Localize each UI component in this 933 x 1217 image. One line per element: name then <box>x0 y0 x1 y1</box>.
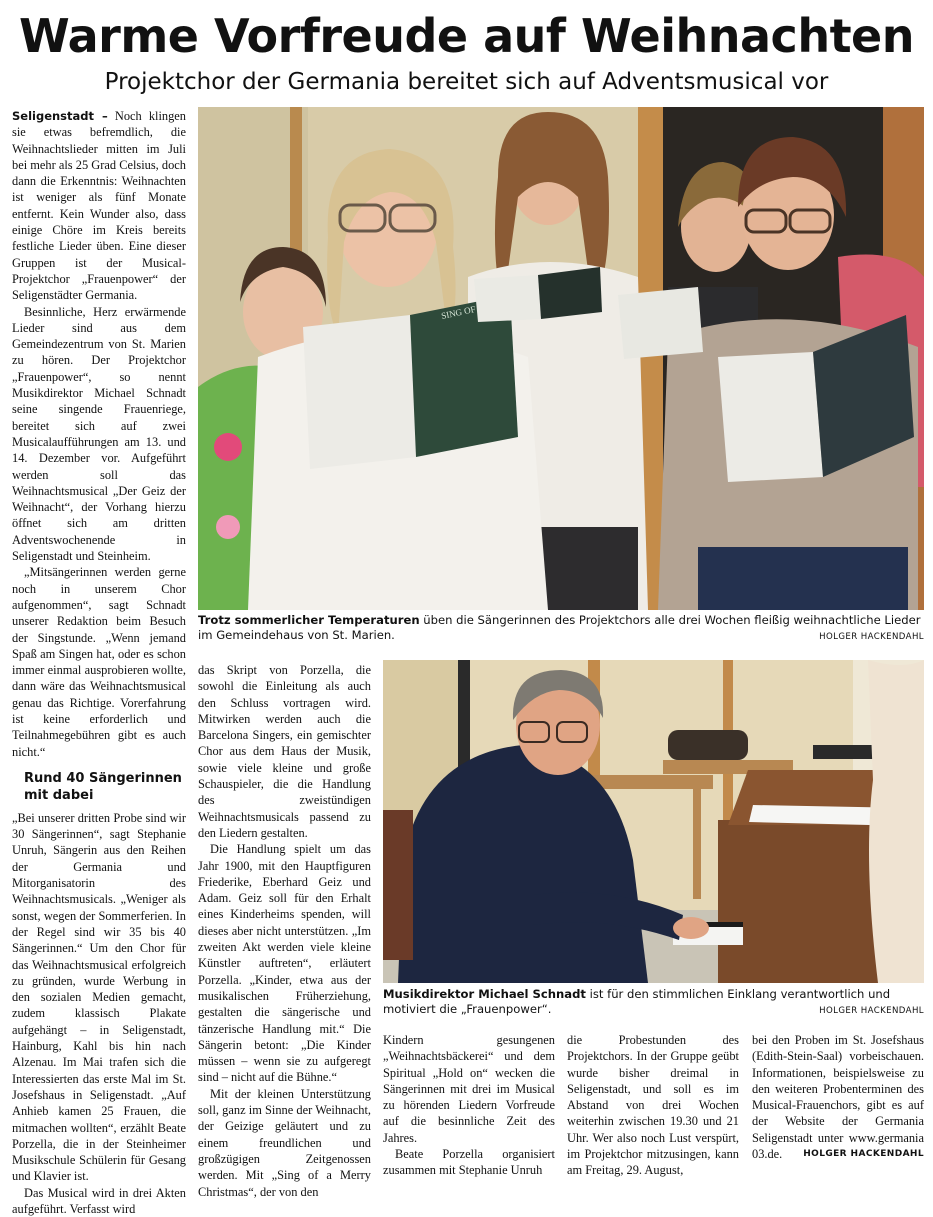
svg-text:SING OF A MERRY CHRISTMAS: SING OF <box>440 303 477 321</box>
paragraph <box>752 1032 924 1162</box>
choir-photo-image <box>198 107 924 610</box>
dateline: Seligenstadt – <box>12 109 108 123</box>
paragraph: „Bei unserer dritten Probe sind wir 30 Sängerinnen“, sagt Stephanie Unruh, Sängerin aus den Reihen der Germania und Mitorganisatorin des Weihnachtsmusicals. „Weniger als sonst, wegen der Sommerferien. In der Regel sind wir 35 bis 40 Sängerinnen.“ Um den Chor für das Weihnachtsmusical erfolgreich zu gründen, wurde Werbung in den sozialen Medien gemacht, zudem klassisch Plakate aufgehängt – in Seligenstadt, Hainburg, Kahl bis hin nach Alzenau. Im Mai trafen sich die Interessierten das erste Mal im St. Josefshaus in Seligenstadt. „Auf Anhieb kamen 25 Frauen, die mitmachen wollten“, erzählt Beate Porzella, die in der Steinheimer Musikschule Schülerin für Gesang und Klavier ist. <box>12 810 186 1184</box>
caption-lead: Trotz sommerlicher Temperaturen <box>198 613 420 627</box>
text-column-3 <box>383 1032 555 1178</box>
caption-text: ist für den stimmlichen Einklang verantwortlich und motiviert die „Frauenpower“. <box>383 987 891 1016</box>
caption-text: üben die Sängerinnen des Projektchors alle drei Wochen fleißig weihnachtliche Lieder im Gemeindehaus von St. Marien. <box>198 613 921 642</box>
paragraph: Die Handlung spielt um das Jahr 1900, mit den Hauptfiguren Friederike, Eberhard Geiz und Adam. Geiz soll für den Erhalt eines Kinderheims spenden, will dieses aber nicht unterstützen. „Im zweiten Akt werden viele kleine Künstler auftreten“, erläutert Porzella. „Kinder, etwa aus der musikalischen Früherziehung, gestalten die sängerische und tänzerische Handlung mit.“ Die Sängerin betont: „Die Kinder müssen – wenn sie zu aufgeregt sind – nicht auf die Bühne.“ <box>198 842 371 1085</box>
paragraph-text: bei den Proben im St. Josefshaus (Edith-Stein-Saal) vorbeischauen. Informationen, beispielsweise zu den weiteren Probenterminen des Musical-Frauenchors, gibt es auf der Website der Germania Seligenstadt unter www.germania 03.de. <box>752 1033 924 1162</box>
pianist-photo-image <box>383 660 924 983</box>
headline: Warme Vorfreude auf Weihnachten <box>19 9 914 63</box>
photo-credit: HOLGER HACKENDAHL <box>819 632 924 642</box>
paragraph: Besinnliche, Herz erwärmende Lieder sind aus dem Gemeindezentrum von St. Marien zu hören. Der Projektchor „Frauenpower“, so nennt Musikdirektor Michael Schnadt seine singende Frauenriege, bereitet sich auf zwei Musicalaufführungen am 13. und 14. Dezember vor. Aufgeführt werden soll das Weihnachtsmusical „Der Geiz der Weihnacht“, der Vorhang hierzu öffnet sich am dritten Adventswochenende in Seligenstadt und Steinheim. <box>12 304 186 564</box>
paragraph: Beate Porzella organisiert zusammen mit Stephanie Unruh <box>383 1147 555 1178</box>
paragraph: Kindern gesungenen „Weihnachtsbäckerei“ und dem Spiritual „Hold on“ wecken die Sängerinnen mit drei im Musical zu hörenden Liedern Vorfreude auf die besinnliche Zeit des Jahres. <box>383 1033 555 1145</box>
paragraph: die Probestunden des Projektchors. In der Gruppe geübt wurde bisher dreimal in Seligenstadt, und soll es im Abstand von drei Wochen weiterhin zwischen 19.30 und 21 Uhr. Wer also noch Lust verspürt, im Projektchor mitzusingen, kann am Freitag, 29. August, <box>567 1033 739 1178</box>
subheadline: Projektchor der Germania bereitet sich auf Adventsmusical vor <box>104 69 829 95</box>
text-column-2 <box>198 662 371 1199</box>
pianist-photo <box>383 660 924 983</box>
intertitle: Rund 40 Sängerinnen mit dabei <box>24 770 182 803</box>
text-column-5 <box>752 1032 924 1170</box>
paragraph: Das Musical wird in drei Akten aufgeführt. Verfasst wird <box>12 1185 186 1216</box>
caption-lead: Musikdirektor Michael Schnadt <box>383 987 586 1001</box>
paragraph-text: Noch klingen sie etwas befremdlich, die Weihnachtslieder mitten im Juli bei mehr als 25 Grad Celsius, doch dann die Erkenntnis: Weihnachten ist weniger als fünf Monate entfernt. Kein Wunder also, dass einige Chöre im Kreis bereits festliche Lieder üben. Eine dieser Gruppen ist der Musical-Projektchor „Frauenpower“ der Seligenstädter Germania. <box>12 109 186 303</box>
paragraph: „Mitsängerinnen werden gerne noch in unserem Chor aufgenommen“, sagt Schnadt unserer Redaktion beim Besuch der Singstunde. „Wenn jemand Spaß am Singen hat, oder es schon immer einmal ausprobieren wollte, dann wäre das Weihnachtsmusical genau das Richtige. Vorerfahrung ist keine erforderlich und Teilnahmegebühren gibt es auch nicht.“ <box>12 565 186 759</box>
paragraph: das Skript von Porzella, die sowohl die Einleitung als auch den Schluss vortragen wird. Mitwirken werden auch die Barcelona Singers, ein gemischter Chor aus dem Haus der Musik, sowie viele kleine und große Schauspieler, die die Handlung des zweistündigen Weihnachtsmusicals passend zu den Liedern gestalten. <box>198 663 371 840</box>
photo-credit: HOLGER HACKENDAHL <box>819 1006 924 1016</box>
author-credit: HOLGER HACKENDAHL <box>803 1149 924 1160</box>
paragraph: Mit der kleinen Unterstützung soll, ganz im Sinne der Weihnacht, der Geizige geläutert und zu einem freundlichen und großzügigen Zeitgenossen werden. Mit „Sing of a Merry Christmas“, der von den <box>198 1086 371 1199</box>
paragraph <box>12 108 186 304</box>
text-column-1 <box>12 108 186 1216</box>
text-column-4 <box>567 1032 739 1178</box>
choir-photo <box>198 107 924 610</box>
